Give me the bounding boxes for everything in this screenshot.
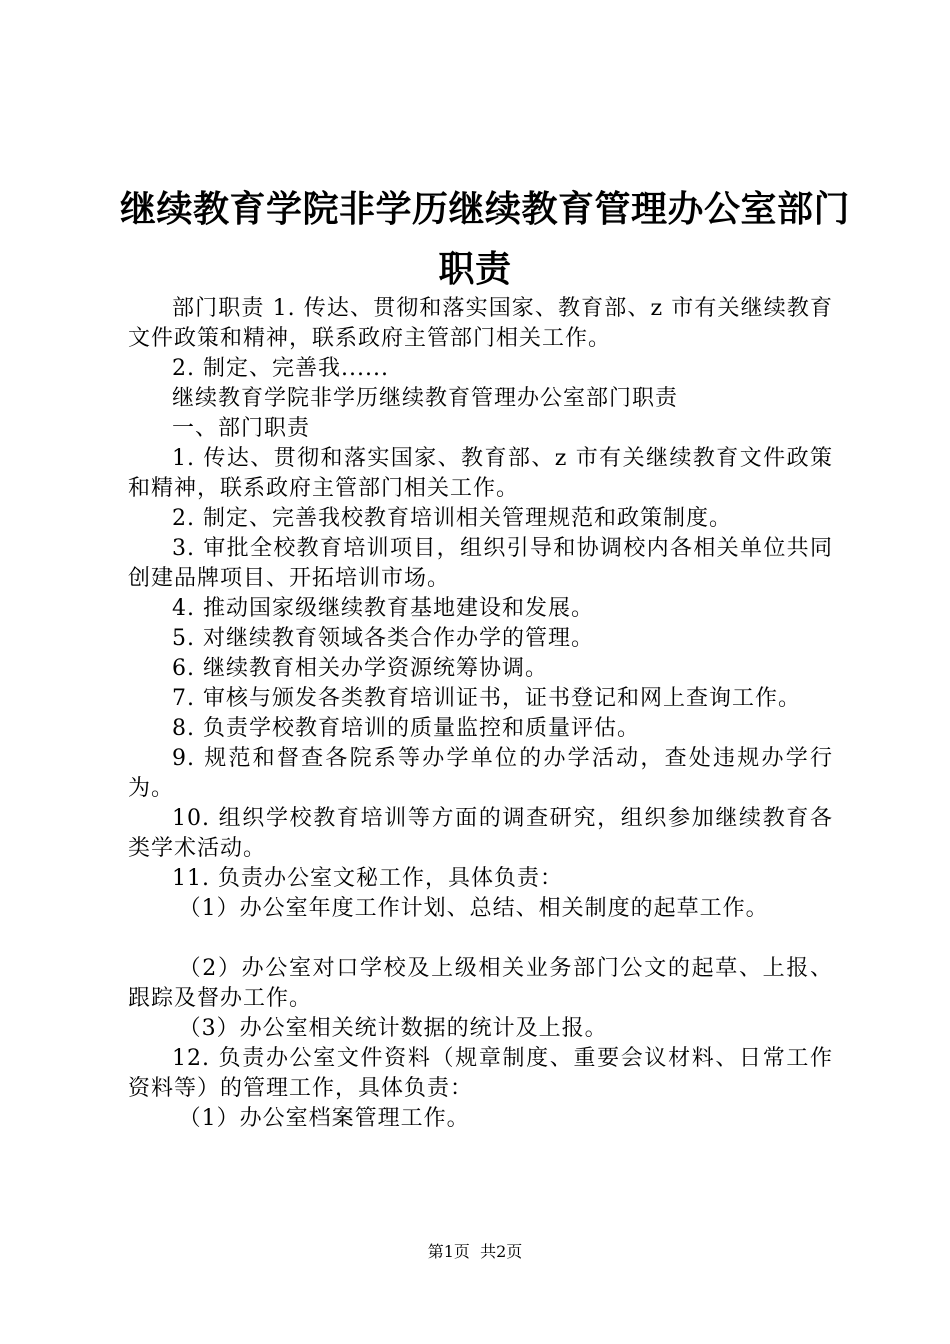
document-title-line-1: 继续教育学院非学历继续教育管理办公室部门 — [120, 188, 851, 230]
list-item-10: 10. 组织学校教育培训等方面的调查研究，组织参加继续教育各类学术活动。 — [128, 806, 833, 861]
section-heading: 继续教育学院非学历继续教育管理办公室部门职责 — [172, 386, 679, 411]
list-item-11-sub-3: （3）办公室相关统计数据的统计及上报。 — [178, 1016, 608, 1041]
paragraph-intro: 部门职责 1. 传达、贯彻和落实国家、教育部、z 市有关继续教育文件政策和精神，联系政府主管部门相关工作。 — [128, 296, 833, 351]
list-item-7: 7. 审核与颁发各类教育培训证书，证书登记和网上查询工作。 — [172, 686, 801, 711]
list-item-1: 1. 传达、贯彻和落实国家、教育部、z 市有关继续教育文件政策和精神，联系政府主管部门相关工作。 — [128, 446, 833, 501]
page-footer: 第1页 共2页 — [427, 1242, 523, 1261]
list-item-11-sub-1: （1）办公室年度工作计划、总结、相关制度的起草工作。 — [178, 896, 769, 921]
list-item-8: 8. 负责学校教育培训的质量监控和质量评估。 — [172, 716, 640, 741]
list-item-3: 3. 审批全校教育培训项目，组织引导和协调校内各相关单位共同创建品牌项目、开拓培训市场。 — [128, 536, 833, 591]
list-item-11: 11. 负责办公室文秘工作，具体负责： — [172, 866, 563, 891]
list-item-2: 2. 制定、完善我校教育培训相关管理规范和政策制度。 — [172, 506, 732, 531]
blank-line — [128, 924, 833, 954]
document-body — [128, 294, 833, 1134]
list-item-6: 6. 继续教育相关办学资源统筹协调。 — [172, 656, 548, 681]
list-item-11-sub-2: （2）办公室对口学校及上级相关业务部门公文的起草、上报、跟踪及督办工作。 — [128, 956, 833, 1011]
subsection-heading: 一、部门职责 — [172, 416, 311, 441]
paragraph-intro-truncated: 2. 制定、完善我...... — [172, 356, 389, 381]
list-item-12: 12. 负责办公室文件资料（规章制度、重要会议材料、日常工作资料等）的管理工作，具体负责： — [128, 1046, 833, 1101]
list-item-5: 5. 对继续教育领域各类合作办学的管理。 — [172, 626, 594, 651]
list-item-9: 9. 规范和督查各院系等办学单位的办学活动，查处违规办学行为。 — [128, 746, 833, 801]
list-item-4: 4. 推动国家级继续教育基地建设和发展。 — [172, 596, 594, 621]
document-title-line-2: 职责 — [438, 248, 512, 290]
list-item-12-sub-1: （1）办公室档案管理工作。 — [178, 1106, 470, 1131]
